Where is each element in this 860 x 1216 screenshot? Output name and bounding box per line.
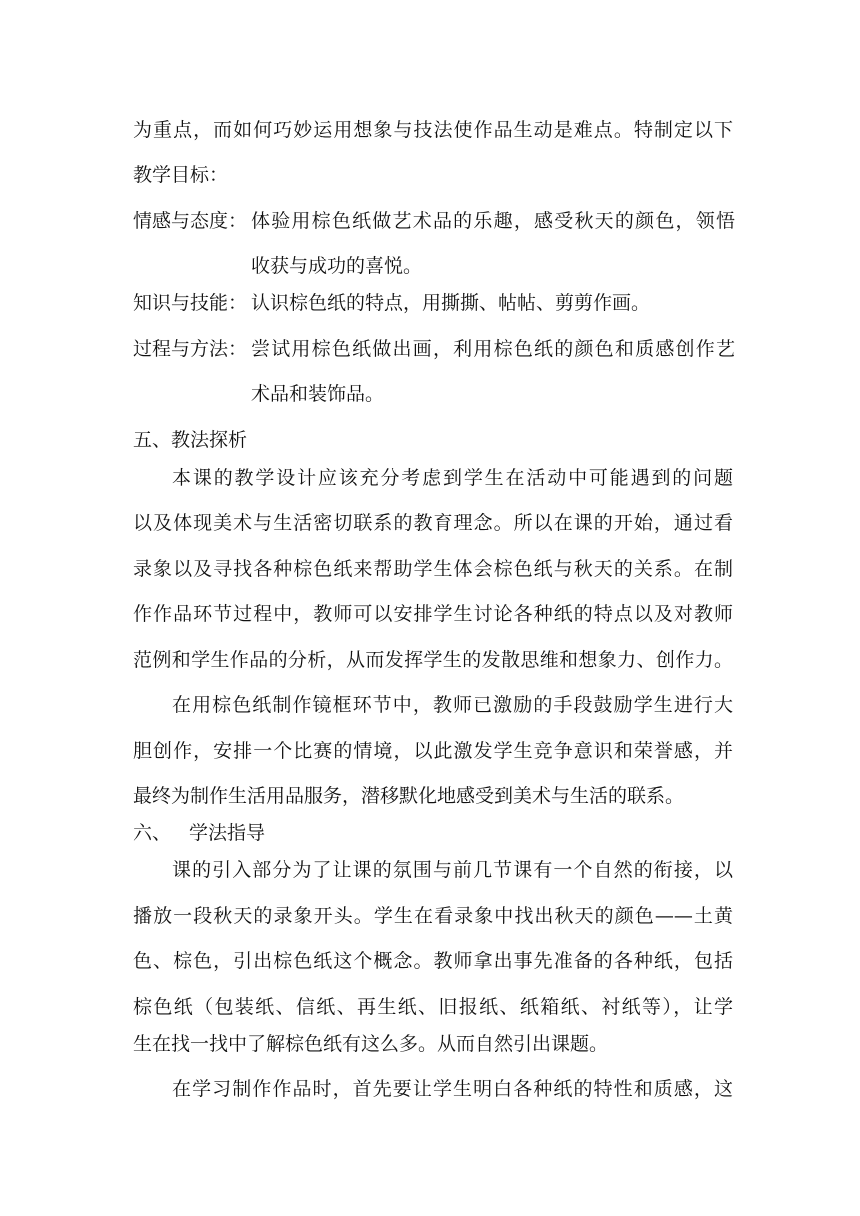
objective-text: 尝试用棕色纸做出画，利用棕色纸的颜色和质感创作艺 bbox=[251, 338, 735, 360]
paragraph-line: 棕色纸（包装纸、信纸、再生纸、旧报纸、纸箱纸、衬纸等），让学 bbox=[133, 996, 733, 1018]
paragraph-line: 色、棕色，引出棕色纸这个概念。教师拿出事先准备的各种纸，包括 bbox=[133, 950, 733, 972]
text-line: 教学目标： bbox=[133, 164, 229, 186]
section-title: 学法指导 bbox=[189, 822, 266, 844]
objective-label: 情感与态度： bbox=[133, 210, 248, 232]
section-number: 六、 bbox=[133, 822, 172, 844]
paragraph-line: 以及体现美术与生活密切联系的教育理念。所以在课的开始，通过看 bbox=[133, 512, 733, 534]
objective-text: 收获与成功的喜悦。 bbox=[251, 255, 423, 277]
text-line: 为重点，而如何巧妙运用想象与技法使作品生动是难点。特制定以下 bbox=[133, 119, 733, 141]
objective-text: 认识棕色纸的特点，用撕撕、帖帖、剪剪作画。 bbox=[251, 292, 651, 314]
section-heading bbox=[133, 820, 733, 846]
paragraph-line: 在用棕色纸制作镜框环节中，教师已激励的手段鼓励学生进行大 bbox=[172, 694, 733, 716]
paragraph-line: 范例和学生作品的分析，从而发挥学生的发散思维和想象力、创作力。 bbox=[133, 649, 733, 671]
objective-label: 知识与技能： bbox=[133, 292, 248, 314]
paragraph-line: 播放一段秋天的录象开头。学生在看录象中找出秋天的颜色——土黄 bbox=[133, 905, 733, 927]
objective-text: 体验用棕色纸做艺术品的乐趣，感受秋天的颜色，领悟 bbox=[251, 210, 735, 232]
paragraph-line: 在学习制作作品时，首先要让学生明白各种纸的特性和质感，这 bbox=[172, 1078, 733, 1100]
paragraph-line: 胆创作，安排一个比赛的情境，以此激发学生竞争意识和荣誉感，并 bbox=[133, 740, 733, 762]
objective-label: 过程与方法： bbox=[133, 338, 248, 360]
paragraph-line: 本课的教学设计应该充分考虑到学生在活动中可能遇到的问题 bbox=[172, 467, 733, 489]
paragraph-line: 课的引入部分为了让课的氛围与前几节课有一个自然的衔接，以 bbox=[172, 859, 733, 881]
paragraph-line: 最终为制作生活用品服务，潜移默化地感受到美术与生活的联系。 bbox=[133, 785, 685, 807]
section-heading: 五、教法探析 bbox=[133, 429, 248, 451]
paragraph-line: 作作品环节过程中，教师可以安排学生讨论各种纸的特点以及对教师 bbox=[133, 603, 733, 625]
objective-text: 术品和装饰品。 bbox=[251, 383, 385, 405]
paragraph-line: 生在找一找中了解棕色纸有这么多。从而自然引出课题。 bbox=[133, 1033, 609, 1055]
paragraph-line: 录象以及寻找各种棕色纸来帮助学生体会棕色纸与秋天的关系。在制 bbox=[133, 558, 733, 580]
